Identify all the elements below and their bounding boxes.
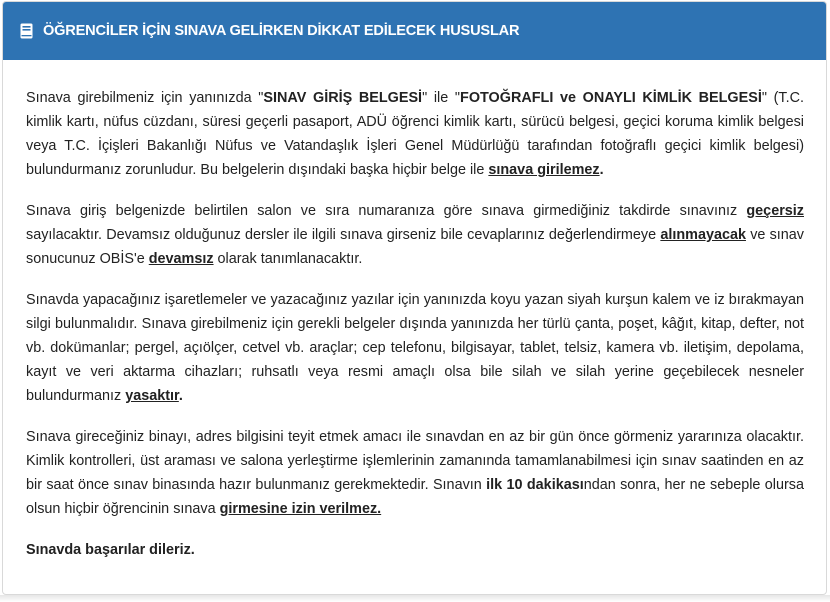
- emphasis-not-evaluated: alınmayacak: [660, 227, 746, 243]
- text: ve sınav sonucunuz OBİS'e: [26, 227, 805, 267]
- book-icon: [20, 23, 33, 39]
- paragraph-arrival: [26, 425, 804, 521]
- text: ndan sonra, her ne sebeple olursa olsun hiçbir öğrencinin sınava: [26, 477, 804, 517]
- text: olarak tanımlanacaktır.: [213, 251, 363, 267]
- panel-body: [3, 60, 826, 562]
- text: .: [599, 162, 604, 178]
- emphasis-not-admitted: sınava girilemez: [488, 162, 600, 178]
- paragraph-documents: [26, 86, 804, 182]
- text: Sınavda yapacağınız işaretlemeler ve yazacağınız yazılar için yanınızda koyu yazan siyah kurşun kalem ve iz bırakmayan silgi bulunmalıdır. Sınava girebilmeniz için gerekli belgeler dışında yanınızda her türlü çanta, poşet, kâğıt, kitap, defter, not vb. dokümanlar; pergel, açıölçer, cetvel vb. araçlar; cep telefonu, bilgisayar, tablet, telsiz, kamera vb. iletişim, depolama, kayıt ve veri aktarma cihazları; ruhsatlı veya resmi amaçlı olsa bile silah ve silah yerine geçebilecek nesneler bulundurmanız: [26, 292, 804, 404]
- exam-rules-panel: [2, 1, 827, 595]
- text: " (T.C. kimlik kartı, nüfus cüzdanı, süresi geçerli pasaport, ADÜ öğrenci kimlik kartı, sürücü belgesi, geçici koruma kimlik belgesi veya T.C. İçişleri Bakanlığı Nüfus ve Vatandaşlık İşleri Genel Müdürlüğü tarafından fotoğraflı geçici kimlik belgesi) bulundurmanız zorunludur. Bu belgelerin dışındaki başka hiçbir belge ile: [26, 90, 804, 178]
- text: Sınava girebilmeniz için yanınızda ": [26, 90, 264, 106]
- exam-entry-document: SINAV GİRİŞ BELGESİ: [263, 90, 423, 106]
- text: " ile ": [422, 90, 461, 106]
- emphasis-invalid: geçersiz: [746, 203, 804, 219]
- text: Sınava giriş belgenizde belirtilen salon ve sıra numaranıza göre sınava girmediğiniz takdirde sınavınız: [26, 203, 747, 219]
- closing-message: Sınavda başarılar dileriz.: [26, 542, 195, 558]
- text: sayılacaktır. Devamsız olduğunuz dersler ile ilgili sınava girseniz bile cevaplarınız değerlendirmeye: [26, 227, 661, 243]
- photo-id-document: FOTOĞRAFLI ve ONAYLI KİMLİK BELGESİ: [460, 90, 762, 106]
- text: .: [178, 388, 183, 404]
- emphasis-entry-denied: girmesine izin verilmez.: [219, 501, 382, 517]
- panel-title: ÖĞRENCİLER İÇİN SINAVA GELİRKEN DİKKAT EDİLECEK HUSUSLAR: [43, 23, 520, 39]
- panel-header: [3, 2, 826, 60]
- paragraph-seat-rules: [26, 199, 804, 271]
- emphasis-first-10-minutes: ilk 10 dakikası: [486, 477, 584, 493]
- paragraph-materials: [26, 288, 804, 408]
- emphasis-absent: devamsız: [148, 251, 214, 267]
- emphasis-forbidden: yasaktır: [125, 388, 179, 404]
- bottom-shadow: [0, 595, 830, 602]
- text: Sınava gireceğiniz binayı, adres bilgisini teyit etmek amacı ile sınavdan en az bir gün önce görmeniz yararınıza olacaktır. Kimlik kontrolleri, üst araması ve salona yerleştirme işlemlerinin zamanında tamamlanabilmesi için sınav saatinden en az bir saat önce sınav binasında hazır bulunmanız gerekmektedir. Sınavın: [26, 429, 804, 493]
